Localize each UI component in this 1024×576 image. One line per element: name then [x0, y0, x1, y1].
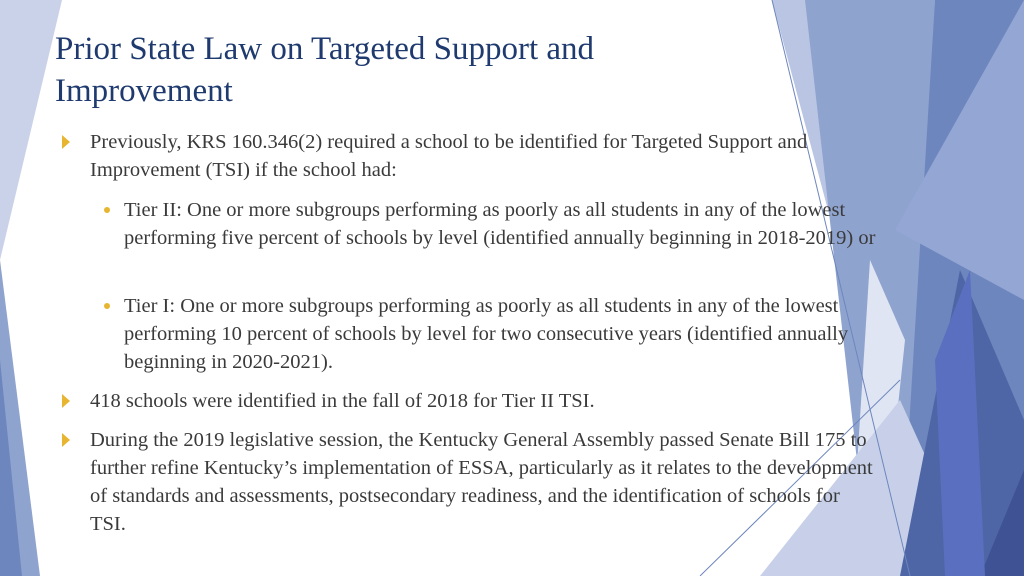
- sub-bullet-1-text: Tier II: One or more subgroups performing as poorly as all students in any of the lowest performing five percent of schools by level (identified annually beginning in 2018-2019) or: [124, 199, 876, 249]
- sub-bullet-1: [124, 196, 884, 252]
- sub-bullet-dot-icon: [104, 303, 110, 309]
- bullet-1: [90, 128, 880, 184]
- slide-title: Prior State Law on Targeted Support and Improvement: [55, 31, 595, 109]
- bullet-arrow-icon: [62, 394, 70, 408]
- bullet-2-text: 418 schools were identified in the fall of 2018 for Tier II TSI.: [90, 390, 595, 412]
- left-facet-light: [0, 0, 62, 260]
- bullet-1-text: Previously, KRS 160.346(2) required a school to be identified for Targeted Support and Improvement (TSI) if the school had:: [90, 131, 808, 181]
- bullet-arrow-icon: [62, 135, 70, 149]
- sub-bullet-dot-icon: [104, 207, 110, 213]
- bullet-3: [90, 426, 880, 538]
- sub-bullet-2: [124, 292, 884, 376]
- sub-bullet-2-text: Tier I: One or more subgroups performing as poorly as all students in any of the lowest performing 10 percent of schools by level for two consecutive years (identified annually beginning in 2020-2021).: [124, 295, 849, 373]
- bullet-arrow-icon: [62, 433, 70, 447]
- bullet-3-text: During the 2019 legislative session, the Kentucky General Assembly passed Senate Bill 175 to further refine Kentucky’s implementation of ESSA, particularly as it relates to the development of standards and assessments, postsecondary readiness, and the identification of schools for TSI.: [90, 429, 873, 535]
- bullet-2: [90, 387, 880, 415]
